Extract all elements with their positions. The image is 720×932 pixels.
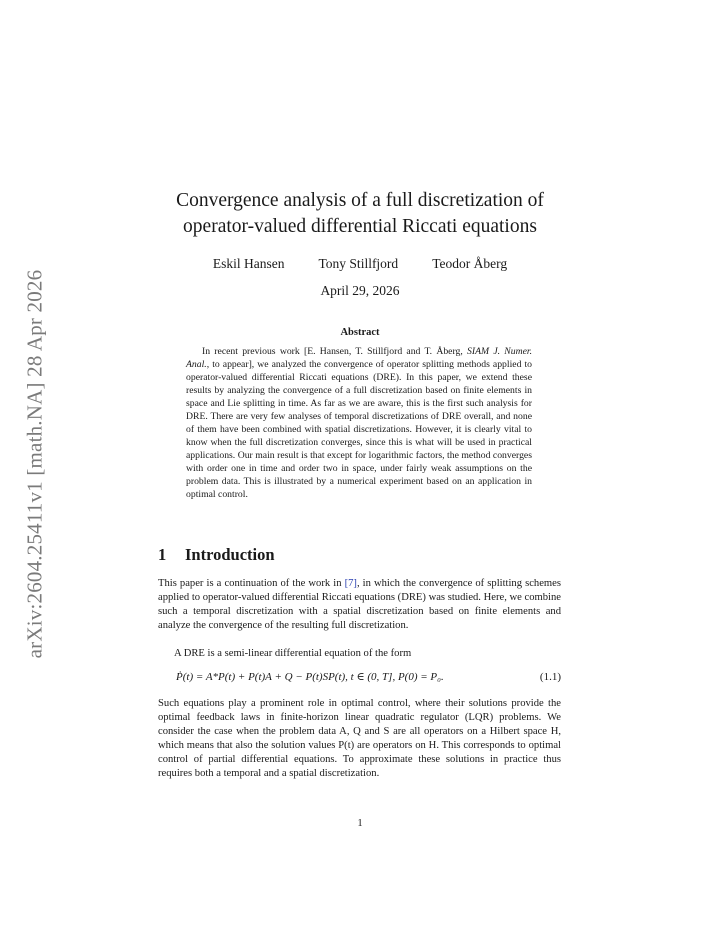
intro-paragraph-3: Such equations play a prominent role in optimal control, where their solutions provide the optimal feedback laws in finite-horizon linear quadratic regulator (LQR) problems. We consider the case when the problem data A, Q and S are all operators on a Hilbert space H, which means that also the solution values P(t) are operators on H. This corresponds to optimal control of partial differential equations. To approximate these solutions in practice thus requires both a temporal and a spatial discretization. — [158, 698, 561, 779]
paper-date: April 29, 2026 — [320, 283, 400, 298]
equation-body: Ṗ(t) = A*P(t) + P(t)A + Q − P(t)SP(t), t ∈ (0, T], P(0) = P₀. — [176, 671, 444, 683]
paper-title-line-1: Convergence analysis of a full discretization of — [176, 190, 544, 211]
abstract-heading: Abstract — [340, 327, 380, 338]
citation-link[interactable]: [7] — [344, 578, 357, 589]
intro-paragraph-1: This paper is a continuation of the work in [7], in which the convergence of splitting schemes applied to operator-valued differential Riccati equations (DRE) was studied. Here, we combine such a temporal discretization with a spatial discretization based on finite elements and analyze the convergence of the resulting full discretization. — [158, 578, 561, 631]
journal-name: SIAM J. Numer. Anal. — [186, 346, 533, 370]
section-number: 1 — [158, 545, 167, 564]
equation-number: (1.1) — [539, 671, 561, 683]
intro-paragraph-2: A DRE is a semi-linear differential equation of the form — [174, 648, 412, 659]
abstract-text: , to appear], we analyzed the convergence of operator splitting methods applied to operator-valued differential Riccati equations (DRE). In this paper, we extend these results by analyzing the convergence of a full discretization based on finite elements in space and Lie splitting in time. As far as we are aware, this is the first such analysis for DRE. There are very few analyses of temporal discretizations of DRE overall, and none of them have been combined with spatial discretizations. However, it is clearly vital to know when the full discretization converges, since this is what will be used in practical applications. Our main result is that except for logarithmic factors, the method converges with order one in time and order two in space, under fairly weak assumptions on the problem data. This is illustrated by a numerical experiment based on an application in optimal control. — [186, 359, 532, 500]
author-name: Eskil Hansen — [212, 256, 285, 271]
section-heading — [158, 545, 275, 565]
abstract-body — [186, 345, 532, 501]
paper-title-line-2: operator-valued differential Riccati equations — [183, 216, 537, 237]
author-name: Tony Stillfjord — [318, 256, 399, 271]
page-number: 1 — [357, 818, 363, 829]
arxiv-identifier: arXiv:2604.25411v1 [math.NA] 28 Apr 2026 — [22, 269, 47, 659]
section-title: Introduction — [185, 545, 275, 564]
author-list — [0, 256, 720, 272]
equation-1-1 — [158, 670, 561, 683]
abstract-text: In recent previous work [E. Hansen, T. Stillfjord and T. Åberg, — [202, 346, 468, 357]
author-name: Teodor Åberg — [432, 256, 508, 271]
